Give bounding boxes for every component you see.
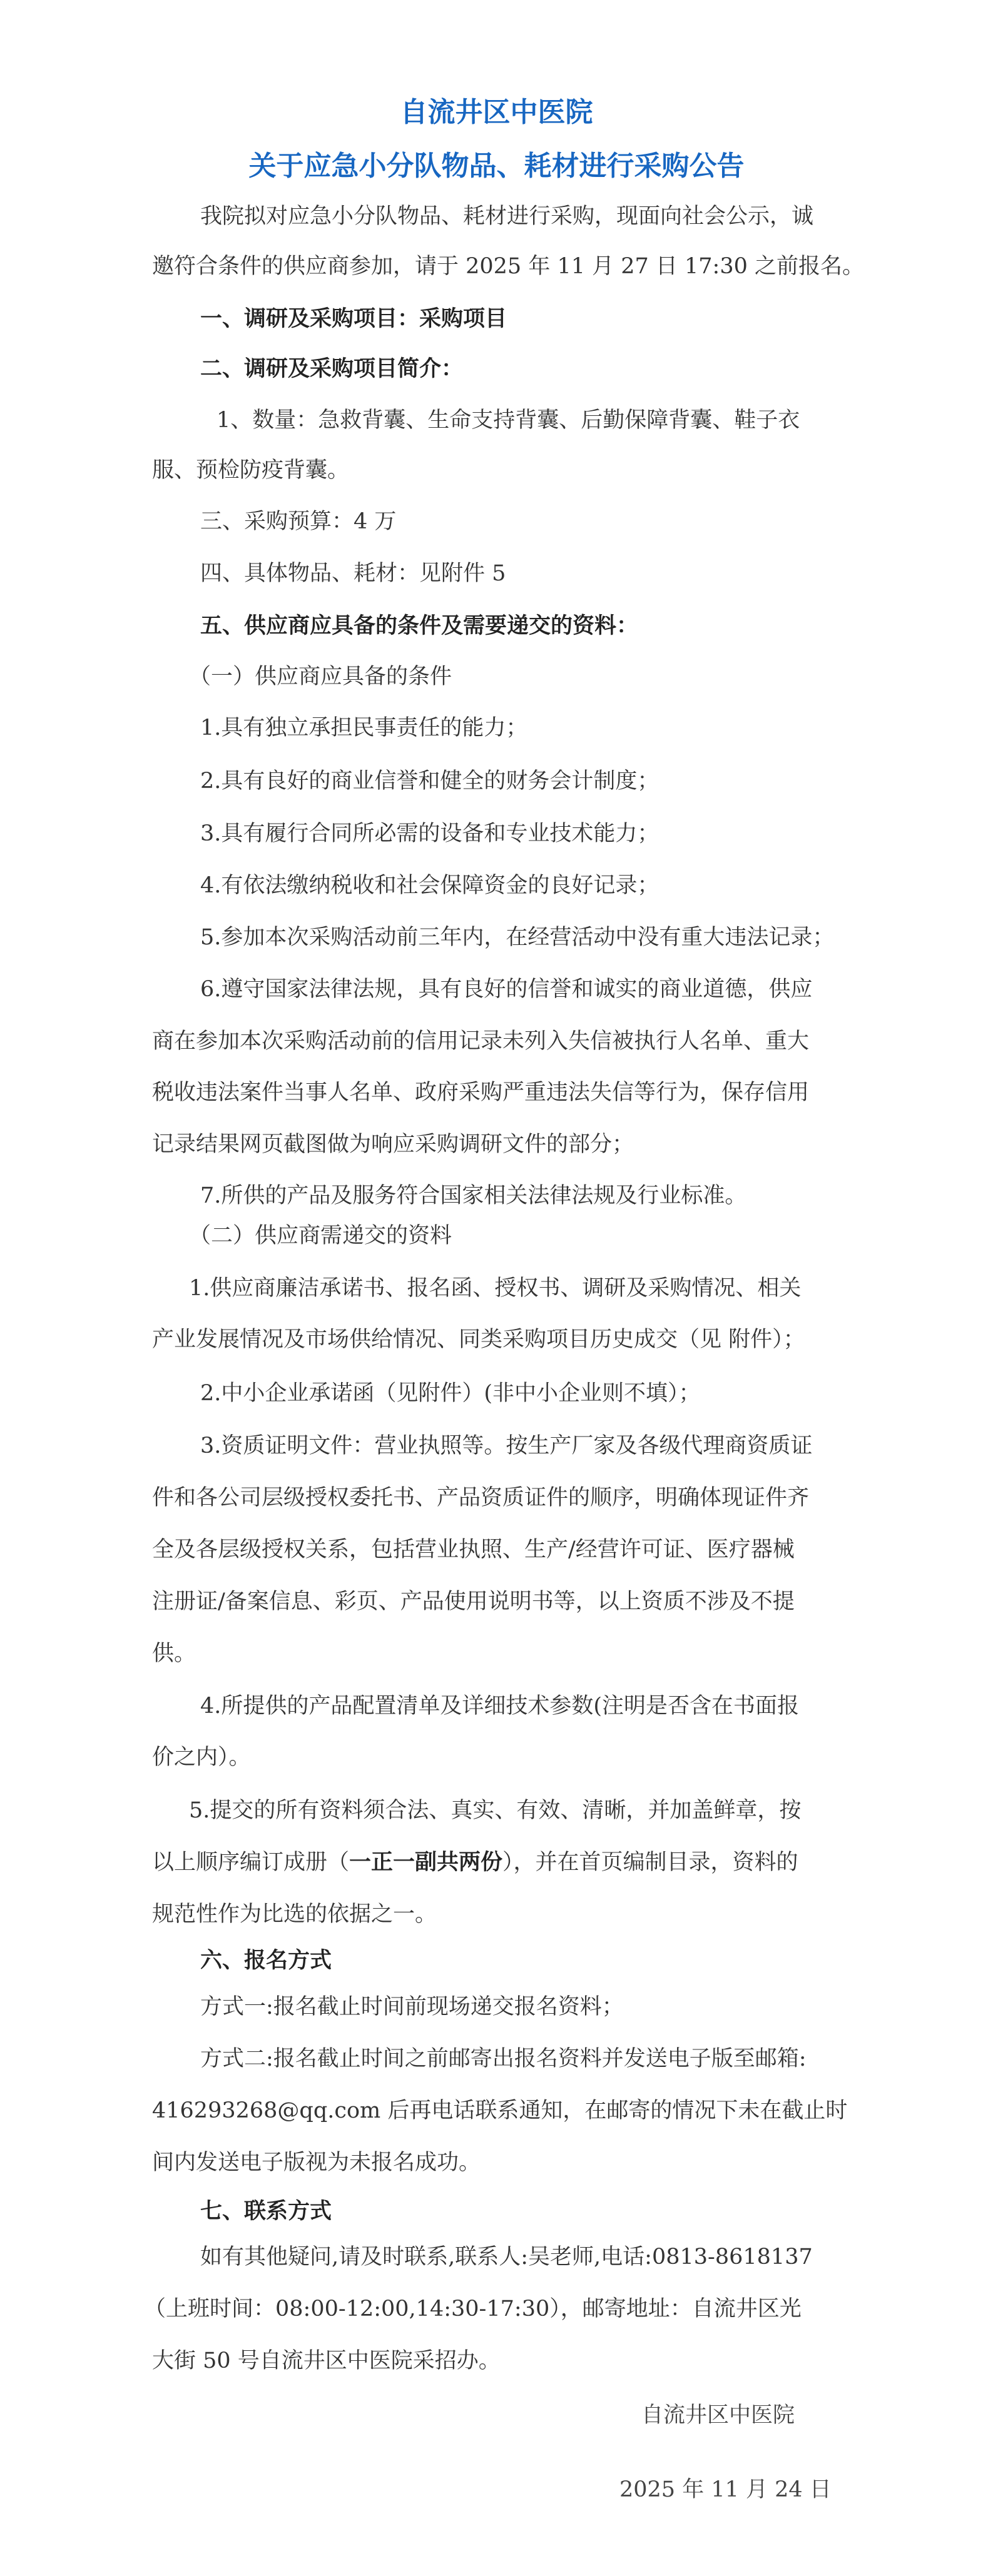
document-3-line-1: 3.资质证明文件：营业执照等。按生产厂家及各级代理商资质证 — [200, 1433, 813, 1458]
section-6-heading: 六、报名方式 — [200, 1947, 332, 1973]
requirement-7: 7.所供的产品及服务符合国家相关法律法规及行业标准。 — [200, 1183, 747, 1208]
registration-method-2-line-1: 方式二:报名截止时间之前邮寄出报名资料并发送电子版至邮箱: — [200, 2046, 807, 2071]
requirement-6-line-1: 6.遵守国家法律法规，具有良好的信誉和诚实的商业道德，供应 — [200, 977, 813, 1002]
quantity-line-2: 服、预检防疫背囊。 — [152, 458, 350, 483]
requirement-1: 1.具有独立承担民事责任的能力； — [200, 715, 528, 740]
quantity-line-1: 1、数量：急救背囊、生命支持背囊、后勤保障背囊、鞋子衣 — [216, 408, 800, 433]
document-5-line-3: 规范性作为比选的依据之一。 — [152, 1902, 437, 1927]
requirement-3: 3.具有履行合同所必需的设备和专业技术能力； — [200, 821, 659, 846]
document-3-line-2: 件和各公司层级授权委托书、产品资质证件的顺序，明确体现证件齐 — [152, 1485, 810, 1510]
contact-line-1: 如有其他疑问,请及时联系,联系人:吴老师,电话:0813-8618137 — [200, 2245, 813, 2270]
requirement-6-line-4: 记录结果网页截图做为响应采购调研文件的部分； — [152, 1132, 634, 1157]
document-1-line-1: 1.供应商廉洁承诺书、报名函、授权书、调研及采购情况、相关 — [189, 1276, 802, 1301]
document-1-line-2: 产业发展情况及市场供给情况、同类采购项目历史成交（见 附件）； — [152, 1327, 805, 1352]
intro-line-2: 邀符合条件的供应商参加，请于 2025 年 11 月 27 日 17:30 之前报名。 — [152, 254, 865, 279]
document-2: 2.中小企业承诺函（见附件）(非中小企业则不填）； — [200, 1381, 701, 1406]
subsection-2-heading: （二）供应商需递交的资料 — [189, 1223, 452, 1248]
document-5-line-1: 5.提交的所有资料须合法、真实、有效、清晰，并加盖鲜章，按 — [189, 1798, 802, 1823]
requirement-4: 4.有依法缴纳税收和社会保障资金的良好记录； — [200, 873, 659, 898]
requirement-5: 5.参加本次采购活动前三年内，在经营活动中没有重大违法记录； — [200, 925, 835, 950]
section-4-items: 四、具体物品、耗材：见附件 5 — [200, 561, 506, 586]
requirement-6-line-2: 商在参加本次采购活动前的信用记录未列入失信被执行人名单、重大 — [152, 1029, 810, 1054]
intro-line-1: 我院拟对应急小分队物品、耗材进行采购，现面向社会公示，诚 — [200, 204, 814, 229]
document-3-line-3: 全及各层级授权关系，包括营业执照、生产/经营许可证、医疗器械 — [152, 1537, 795, 1562]
section-2-heading: 二、调研及采购项目简介： — [200, 356, 464, 381]
document-5-line-2-post: ），并在首页编制目录，资料的 — [502, 1850, 798, 1875]
contact-line-3: 大街 50 号自流井区中医院采招办。 — [152, 2348, 501, 2373]
signature-organization: 自流井区中医院 — [641, 2403, 795, 2428]
requirement-2: 2.具有良好的商业信誉和健全的财务会计制度； — [200, 769, 659, 794]
document-3-line-5: 供。 — [152, 1641, 196, 1666]
subsection-1-heading: （一）供应商应具备的条件 — [189, 664, 452, 689]
document-5-line-2 — [152, 1847, 798, 1877]
registration-method-2-line-2: 416293268@qq.com 后再电话联系通知，在邮寄的情况下未在截止时 — [152, 2098, 848, 2123]
section-1-heading: 一、调研及采购项目：采购项目 — [200, 306, 507, 331]
signature-date: 2025 年 11 月 24 日 — [619, 2477, 832, 2502]
document-4-line-2: 价之内）。 — [152, 1745, 251, 1770]
section-5-heading: 五、供应商应具备的条件及需要递交的资料： — [200, 613, 639, 639]
copies-emphasis: 一正一副共两份 — [349, 1849, 503, 1875]
document-5-line-2-pre: 以上顺序编订成册（ — [152, 1850, 350, 1875]
contact-line-2: （上班时间：08:00-12:00,14:30-17:30），邮寄地址：自流井区光 — [144, 2296, 802, 2321]
requirement-6-line-3: 税收违法案件当事人名单、政府采购严重违法失信等行为，保存信用 — [152, 1080, 810, 1105]
document-4-line-1: 4.所提供的产品配置清单及详细技术参数(注明是否含在书面报 — [200, 1694, 800, 1719]
section-3-budget: 三、采购预算：4 万 — [200, 509, 397, 534]
hospital-name-title: 自流井区中医院 — [400, 96, 593, 128]
registration-method-2-line-3: 间内发送电子版视为未报名成功。 — [152, 2150, 481, 2175]
section-7-heading: 七、联系方式 — [200, 2198, 332, 2224]
announcement-title: 关于应急小分队物品、耗材进行采购公告 — [248, 150, 745, 182]
document-3-line-4: 注册证/备案信息、彩页、产品使用说明书等，以上资质不涉及不提 — [152, 1589, 795, 1614]
registration-method-1: 方式一:报名截止时间前现场递交报名资料； — [200, 1994, 624, 2019]
